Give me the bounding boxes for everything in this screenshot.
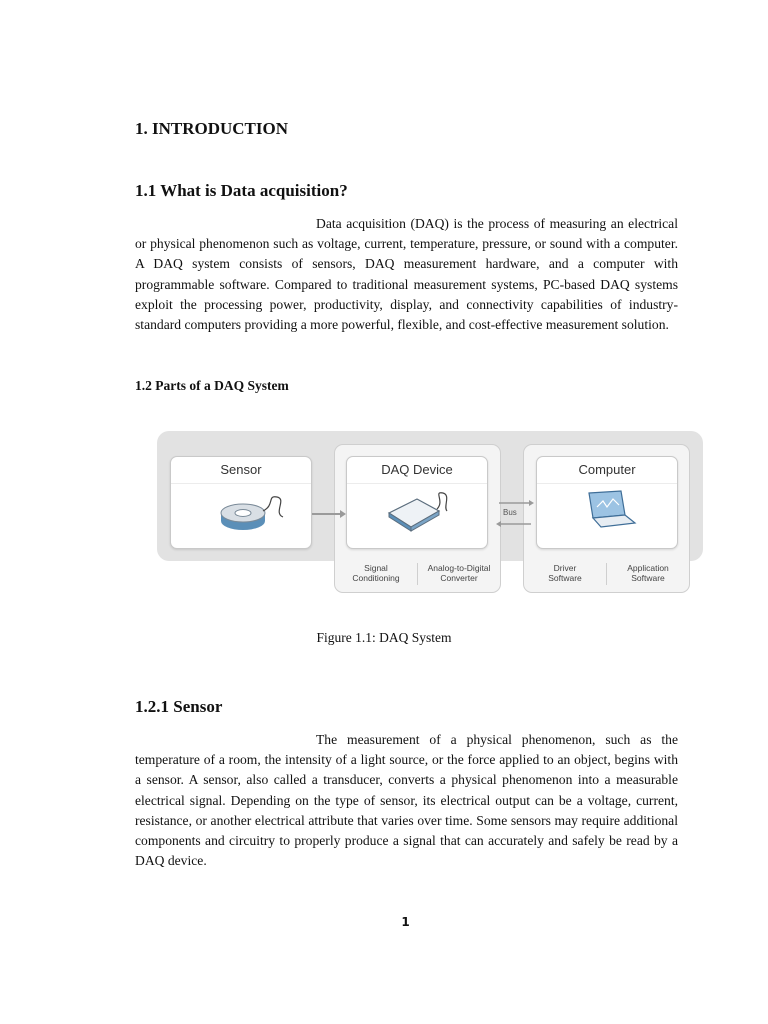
daq-system-figure xyxy=(157,431,705,596)
application-software-label xyxy=(607,563,689,583)
heading-sensor: 1.2.1 Sensor xyxy=(135,697,223,716)
page-number: 1 xyxy=(401,915,410,929)
paragraph-sensor: The measurement of a physical phenomenon, such as the temperature of a room, the intensity of a light source, or the force applied to an object, begins with a sensor. A sensor, also called a transducer, converts a physical phenomenon into a measurable electrical signal. Depending on the type of sensor, its electrical output can be a voltage, current, resistance, or another electrical attribute that varies over time. Some sensors may require additional components and circuitry to properly produce a signal that can accurately and safely be read by a DAQ device. xyxy=(135,732,678,869)
application-line2: Software xyxy=(631,573,665,583)
signal-conditioning-line2: Conditioning xyxy=(352,573,400,583)
heading-introduction: 1. INTRODUCTION xyxy=(135,119,289,138)
sensor-to-daq-arrowhead xyxy=(340,510,346,518)
daq-device-label: DAQ Device xyxy=(347,457,487,484)
heading-what-is-daq: 1.1 What is Data acquisition? xyxy=(135,181,348,200)
bus-label: Bus xyxy=(503,508,517,517)
driver-line2: Software xyxy=(548,573,582,583)
adc-line2: Converter xyxy=(440,573,478,583)
computer-label: Computer xyxy=(537,457,677,484)
bus-arrowhead-right xyxy=(529,500,534,506)
figure-caption: Figure 1.1: DAQ System xyxy=(316,630,452,645)
bus-arrowhead-left xyxy=(496,521,501,527)
adc-label xyxy=(418,563,500,583)
application-line1: Application xyxy=(627,563,669,573)
paragraph-daq-definition: Data acquisition (DAQ) is the process of measuring an electrical or physical phenomenon such as voltage, current, temperature, pressure, or sound with a computer. A DAQ system consists of sensors, DAQ measurement hardware, and a computer with programmable software. Compared to traditional measurement systems, PC-based DAQ systems exploit the processing power, productivity, display, and connectivity capabilities of industry-standard computers providing a more powerful, flexible, and cost-effective measurement solution. xyxy=(135,216,678,333)
driver-line1: Driver xyxy=(553,563,577,573)
signal-conditioning-label xyxy=(335,563,417,583)
adc-line1: Analog-to-Digital xyxy=(427,563,491,573)
sensor-label: Sensor xyxy=(171,457,311,484)
driver-software-label xyxy=(524,563,606,583)
heading-parts-of-daq: 1.2 Parts of a DAQ System xyxy=(135,378,289,393)
signal-conditioning-line1: Signal xyxy=(364,563,388,573)
